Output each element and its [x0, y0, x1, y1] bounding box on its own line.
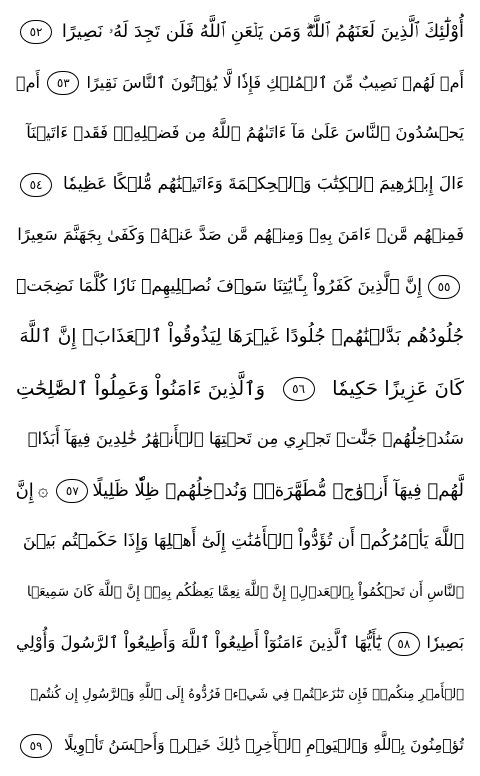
verse-text: سَنُدۡخِلُهُمۡ جَنَّٰتٖ تَجۡرِي مِن تَحۡتِهَا ٱلۡأَنۡهَٰرُ خَٰلِدِينَ فِيهَآ أَبَدٗاۖ [27, 429, 464, 449]
verse-text: أَمۡ [16, 72, 40, 92]
rub-el-hizb-marker: ۞ [37, 480, 49, 501]
verse-text: يَٰٓأَيُّهَا ٱلَّذِينَ ءَامَنُوٓاْ أَطِيعُواْ ٱللَّهَ وَأَطِيعُواْ ٱلرَّسُولَ وَأُوْلِي [16, 633, 382, 653]
verse-text: إِنَّ ٱلَّذِينَ كَفَرُواْ بِـَٔايَٰتِنَا سَوۡفَ نُصۡلِيهِمۡ نَارٗا كُلَّمَا نَضِجَتۡ [16, 276, 423, 296]
ayah-number-marker: ٥٣ [47, 71, 79, 95]
ayah-number-marker: ٥٢ [20, 20, 52, 44]
ayah-number-marker: ٥٨ [388, 632, 420, 656]
verse-line [16, 618, 464, 669]
verse-text: ٱللَّهَ يَأۡمُرُكُمۡ أَن تُؤَدُّواْ ٱلۡأَمَٰنَٰتِ إِلَىٰٓ أَهۡلِهَا وَإِذَا حَكَمۡتُم بَيۡنَ [22, 531, 464, 551]
verse-line [16, 57, 464, 108]
verse-text: جُلُودُهُم بَدَّلۡنَٰهُمۡ جُلُودًا غَيۡرَهَا لِيَذُوقُواْ ٱلۡعَذَابَۗ إِنَّ ٱللَّهَ [19, 326, 464, 348]
verse-line [16, 516, 464, 567]
verse-text: فَمِنۡهُم مَّنۡ ءَامَنَ بِهِۦ وَمِنۡهُم مَّن صَدَّ عَنۡهُۚ وَكَفَىٰ بِجَهَنَّمَ سَعِيرًا [17, 225, 464, 245]
verse-line [16, 465, 464, 516]
ayah-number-marker: ٥٩ [20, 734, 52, 758]
verse-line [16, 6, 464, 57]
verse-text: أَمۡ لَهُمۡ نَصِيبٌ مِّنَ ٱلۡمُلۡكِ فَإِذٗا لَّا يُؤۡتُونَ ٱلنَّاسَ نَقِيرًا [86, 72, 464, 92]
verse-line [16, 363, 464, 414]
verse-text: أُوْلَٰٓئِكَ ٱلَّذِينَ لَعَنَهُمُ ٱللَّهُۖ وَمَن يَلۡعَنِ ٱللَّهُ فَلَن تَجِدَ لَهُۥ نَصِيرًا [61, 20, 464, 42]
ayah-number-marker: ٥٥ [428, 275, 460, 299]
verse-text: بَصِيرٗا [426, 633, 464, 653]
verse-line [16, 669, 464, 720]
verse-text: كَانَ عَزِيزًا حَكِيمٗا [332, 376, 464, 400]
verse-line [16, 312, 464, 363]
verse-text: ٱلنَّاسِ أَن تَحۡكُمُواْ بِٱلۡعَدۡلِۚ إِنَّ ٱللَّهَ نِعِمَّا يَعِظُكُم بِهِۦٓۗ إِنَّ ٱللَّهَ كَانَ سَمِيعَۢا [27, 583, 464, 600]
ayah-number-marker: ٥٧ [56, 479, 88, 503]
verse-text: ٱلۡأَمۡرِ مِنكُمۡۖ فَإِن تَنَٰزَعۡتُمۡ فِي شَيۡءٖ فَرُدُّوهُ إِلَى ٱللَّهِ وَٱلرَّسُولِ إِن كُنتُمۡ [30, 687, 464, 702]
verse-text: ءَالَ إِبۡرَٰهِيمَ ٱلۡكِتَٰبَ وَٱلۡحِكۡمَةَ وَءَاتَيۡنَٰهُم مُّلۡكًا عَظِيمٗا [62, 174, 464, 194]
verse-text: لَّهُمۡ فِيهَآ أَزۡوَٰجٞ مُّطَهَّرَةٞۖ وَنُدۡخِلُهُمۡ ظِلّٗا ظَلِيلًا [92, 479, 464, 501]
verse-line [16, 261, 464, 312]
verse-line [16, 720, 464, 771]
verse-line [16, 159, 464, 210]
verse-text: إِنَّ [16, 479, 34, 501]
verse-line [16, 567, 464, 618]
verse-line [16, 210, 464, 261]
verse-text: تُؤۡمِنُونَ بِٱللَّهِ وَٱلۡيَوۡمِ ٱلۡأٓخِرِۚ ذَٰلِكَ خَيۡرٞ وَأَحۡسَنُ تَأۡوِيلًا [64, 735, 464, 754]
ayah-number-marker: ٥٤ [20, 173, 52, 197]
verse-text: يَحۡسُدُونَ ٱلنَّاسَ عَلَىٰ مَآ ءَاتَىٰهُمُ ٱللَّهُ مِن فَضۡلِهِۦۖ فَقَدۡ ءَاتَيۡنَآ [26, 123, 464, 143]
verse-line [16, 108, 464, 159]
verse-line [16, 414, 464, 465]
verse-text: وَٱلَّذِينَ ءَامَنُواْ وَعَمِلُواْ ٱلصَّٰلِحَٰتِ [16, 376, 266, 400]
ayah-number-marker: ٥٦ [283, 377, 315, 401]
